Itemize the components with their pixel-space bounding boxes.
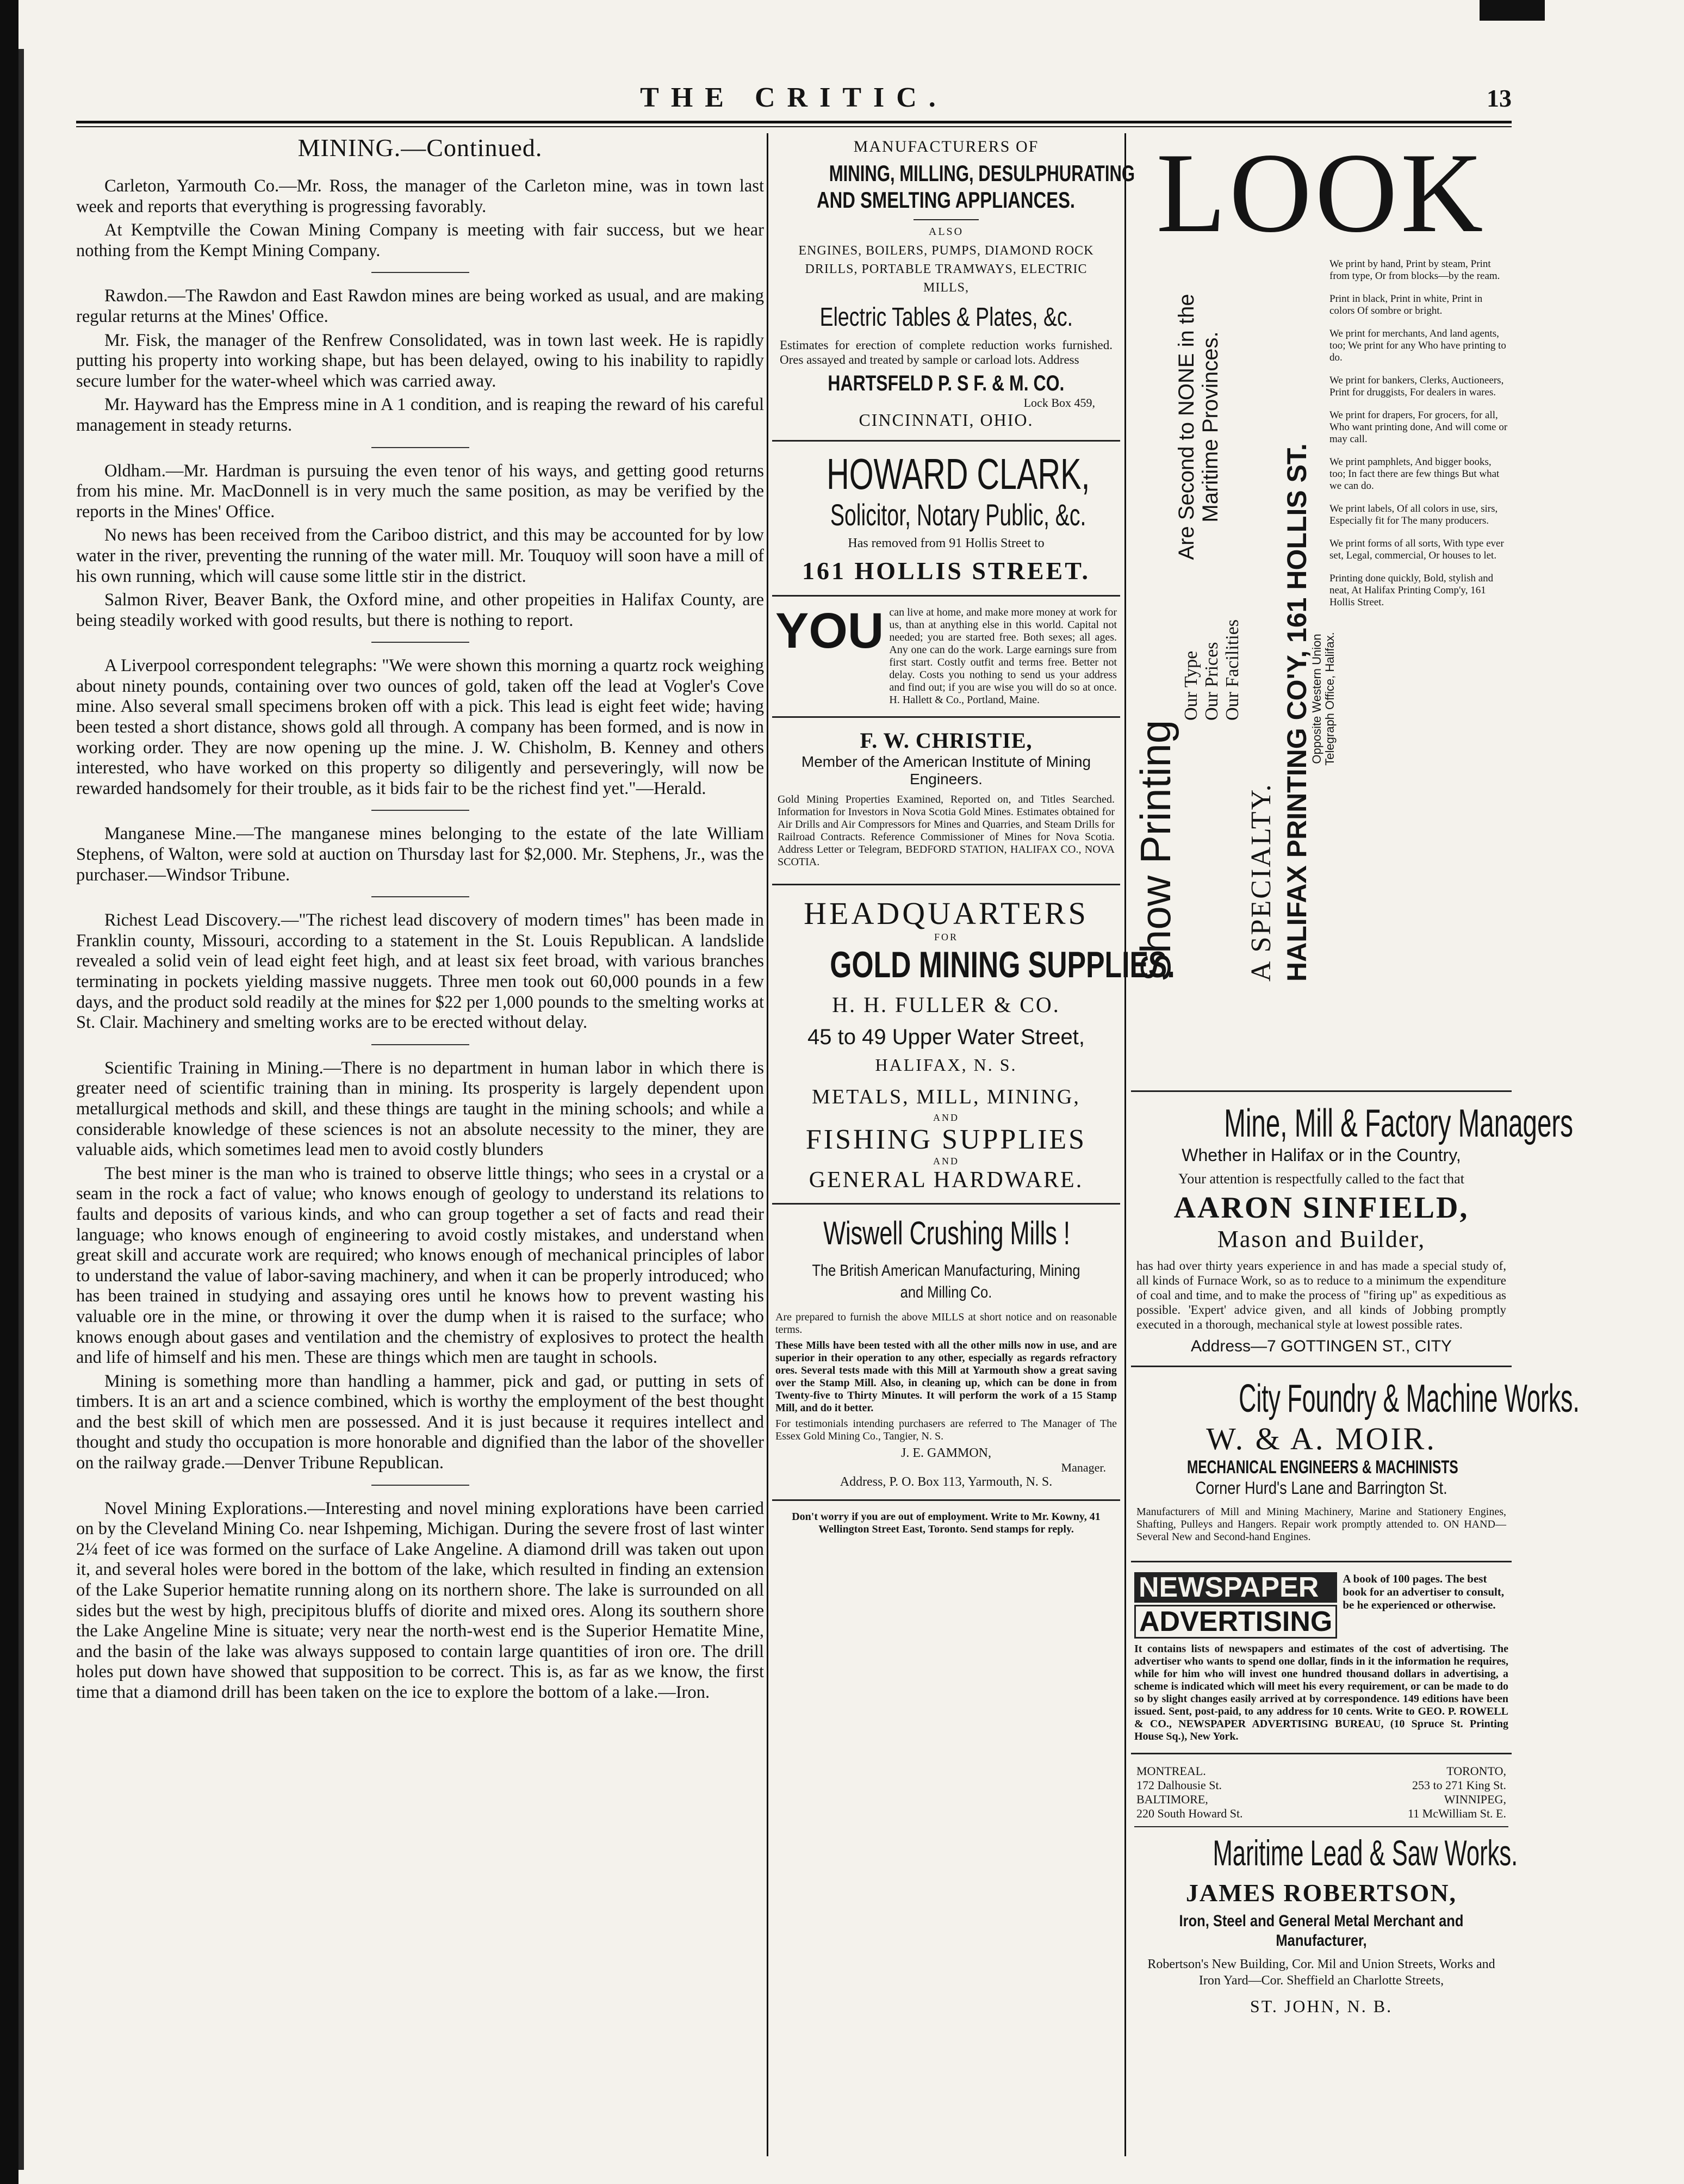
ad-divider [1131, 1090, 1512, 1092]
page-header [76, 82, 1512, 114]
ad-body: These Mills have been tested with all the other mills now in use, and are superior in their operation to any other, especially as regards refractory ores. Several tests made with this Mill at Yarmouth show a great saving over the Stamp Mill. Also, in cleaning up, which can be done in from Twenty-five to Thirty Minutes. It will perform the work of a 15 Stamp Mill, and do it better. [775, 1339, 1117, 1414]
paragraph: A Liverpool correspondent telegraphs: "We were shown this morning a quartz rock weighing about ninety pounds, containing over two ounces of gold, taken off the lead at Vogler's Cove mine. Also several small specimens broken off with a pick. This lead is eight feet wide; having been tested a short distance, shows gold all through. A company has been formed, and is now in working order. They are now opening up the mine. J. W. Chisholm, B. Kenney and others interested, who have worked on this property so diligently and perseveringly, will now be rewarded handsomely for their trouble, as it bids fair to be the richest find yet."—Herald. [76, 656, 764, 798]
print-list [1329, 258, 1509, 619]
separator [371, 642, 469, 643]
paragraph: Rawdon.—The Rawdon and East Rawdon mines are being worked as usual, and are making regular returns at the Mines' Office. [76, 286, 764, 326]
ad-body: Robertson's New Building, Cor. Mil and Union Streets, Works and Iron Yard—Cor. Sheffield an Charlotte Streets, [1147, 1957, 1495, 1988]
paragraph: Mr. Fisk, the manager of the Renfrew Consolidated, was in town last week. He is rapidly putting his property into working shape, but has been delayed, owing to his inability to rapidly secure lumber for the water-wheel which was carried away. [76, 330, 764, 391]
page-number: 13 [1487, 84, 1512, 112]
ad-body: It contains lists of newspapers and estimates of the cost of advertising. The advertiser who wants to spend one dollar, finds in it the information he requires, while for him who will invest one hundred thousand dollars in advertising, a scheme is indicated which will meet his every requirement, or can be made to do so by slight changes easily arrived at by correspondence. 149 editions have been issued. Sent, post-paid, to any address for 10 cents. Write to GEO. P. ROWELL & CO., NEWSPAPER ADVERTISING BUREAU, (10 Spruce St. Printing House Sq.), New York. [1134, 1643, 1508, 1742]
paragraph: Mining is something more than handling a hammer, pick and gad, or putting in sets of timbers. It is an art and a science combined, which is worthy the employment of the best thought and the best skill of which men are possessed. And it is just because it requires intellect and thought and study tho occupation is more honorable and dignified than the labor of the shoveller on the railway grade.—Denver Tribune Republican. [76, 1371, 764, 1473]
separator [371, 1485, 469, 1486]
ad-headline: LOOK [1156, 130, 1487, 256]
list-item: Print in black, Print in white, Print in colors Of sombre or bright. [1329, 293, 1483, 317]
ad-body: Are prepared to furnish the above MILLS at short notice and on reasonable terms. [775, 1311, 1117, 1336]
vertical-text: A SPECIALTY. [1246, 783, 1277, 982]
vertical-text: Our Type [1181, 650, 1201, 721]
vertical-text: Our Facilities [1222, 619, 1242, 721]
list-item: We print by hand, Print by steam, Print from type, Or from blocks—by the ream. [1329, 258, 1500, 282]
ad-address: ST. JOHN, N. B. [1250, 1996, 1393, 2016]
vertical-text: Opposite Western Union Telegraph Office, Halifax. [1310, 632, 1337, 766]
ad-headline: AARON SINFIELD, [1173, 1191, 1469, 1225]
ad-divider [1131, 1366, 1512, 1367]
paragraph: Richest Lead Discovery.—"The richest lead discovery of modern times" has been made in Franklin county, Missouri, according to a statement in the St. Louis Republican. A landslide revealed a solid vein of lead eight feet high, and at least six feet broad, with various branches terminating in pockets yielding massive nuggets. Three men took out 60,000 pounds in a few days, and the product sold readily at the mines for $22 per 1,000 pounds to the smelting works at St. Clair. Machinery and smelting works are to be erected without delay. [76, 910, 764, 1033]
page-binding-edge [0, 0, 18, 2184]
vertical-text: Our Prices [1202, 642, 1222, 721]
kowny-ad: Don't worry if you are out of employment. Write to Mr. Kowny, 41 Wellington Street East, Toronto. Send stamps for reply. [792, 1511, 1101, 1535]
ad-firm: W. & A. MOIR. [1206, 1421, 1437, 1456]
ad-line: AND [933, 1156, 959, 1167]
ad-firm: JAMES ROBERTSON, [1185, 1879, 1457, 1907]
branch-city: BALTIMORE, [1136, 1792, 1208, 1806]
paragraph: Salmon River, Beaver Bank, the Oxford mine, and other propeities in Halifax County, are being steadily worked with good results, but there is nothing to report. [76, 590, 764, 630]
ad-subhead: MECHANICAL ENGINEERS & MACHINISTS [1186, 1457, 1458, 1478]
ad-body: Manufacturers of Mill and Mining Machinery, Marine and Stationery Engines, Shafting, Pulleys and Hangers. Repair work promptly attended to. ON HAND—Several New and Second-hand Engines. [1136, 1506, 1506, 1543]
separator [371, 272, 469, 273]
ad-headline: MINING, MILLING, DESULPHURATING [829, 160, 1135, 186]
advertising-logo: ADVERTISING [1134, 1605, 1337, 1639]
list-item: We print pamphlets, And bigger books, too; In fact there are few things But what we can do. [1329, 456, 1500, 492]
header-rule-thin [76, 126, 1512, 127]
mining-title: MINING.—Continued. [297, 134, 543, 162]
separator [914, 219, 979, 220]
ad-line: GENERAL HARDWARE. [809, 1168, 1084, 1193]
paragraph: Mr. Hayward has the Empress mine in A 1 condition, and is reaping the reward of his careful management in steady returns. [76, 395, 764, 435]
ad-headline: HOWARD CLARK, [827, 450, 1090, 498]
branch-address: 172 Dalhousie St. [1136, 1778, 1222, 1792]
separator [371, 447, 469, 448]
sinfield-ad [1131, 1097, 1573, 1360]
ad-headline: Maritime Lead & Saw Works. [1213, 1833, 1518, 1873]
vertical-text: HALIFAX PRINTING CO'Y, 161 HOLLIS ST. [1282, 443, 1312, 982]
branch-city: WINNIPEG, [1444, 1792, 1506, 1806]
list-item: We print forms of all sorts, With type ever set, Legal, commercial, Or houses to let. [1329, 538, 1504, 561]
vertical-text: Are Second to NONE in the Maritime Provinces. [1175, 294, 1222, 560]
separator [371, 1044, 469, 1045]
christie-ad [772, 723, 1120, 878]
column-divider-2 [1124, 133, 1126, 2156]
ad-headline: City Foundry & Machine Works. [1239, 1377, 1580, 1420]
moir-ad [1131, 1373, 1580, 1555]
page-corner-mark [1480, 0, 1545, 21]
ad-firm: H. H. FULLER & CO. [832, 992, 1060, 1017]
list-item: We print for bankers, Clerks, Auctioneers, Print for druggists, For dealers in wares. [1329, 375, 1504, 398]
ad-line: HALIFAX, N. S. [875, 1055, 1017, 1075]
ad-subhead: Whether in Halifax or in the Country, [1182, 1145, 1461, 1165]
page-binding-shadow [18, 49, 24, 2170]
ad-headline: Electric Tables & Plates, &c. [819, 303, 1073, 332]
ad-line: MANUFACTURERS OF [853, 138, 1039, 156]
ad-headline: AND SMELTING APPLIANCES. [817, 187, 1076, 213]
branch-address: 11 McWilliam St. E. [1407, 1807, 1506, 1820]
ad-address: Address, P. O. Box 113, Yarmouth, N. S. [840, 1475, 1053, 1489]
paragraph: Scientific Training in Mining.—There is no department in human labor in which there is greater need of scientific training than in mining. Its prosperity is largely dependent upon metallurgical methods and skill, and these things are taught in the mining schools; and while a considerable knowledge of these sciences is not an absolute necessity to the miner, they are valuable aids, which sometimes lead men to avoid costly blunders [76, 1058, 764, 1160]
robertson-ad [1131, 1760, 1518, 2021]
ad-divider [1134, 1826, 1508, 1827]
wiswell-ad [772, 1210, 1120, 1494]
ad-divider [1131, 1753, 1512, 1754]
paragraph: Manganese Mine.—The manganese mines belonging to the estate of the late William Stephens, of Walton, were sold at auction on Thursday last for $2,000. Mr. Stephens, Jr., was the purchaser.—Windsor Tribune. [76, 824, 764, 885]
ad-divider [772, 1203, 1120, 1205]
ad-line: Lock Box 459, [1023, 396, 1095, 409]
ad-divider [772, 884, 1120, 885]
ad-divider [1131, 1561, 1512, 1562]
ad-subhead: Iron, Steel and General Metal Merchant and Manufacturer, [1179, 1912, 1464, 1950]
paragraph: Oldham.—Mr. Hardman is pursuing the even tenor of his ways, and getting good returns from his mine. Mr. MacDonnell is in very much the same position, as may be verified by the reports in the Mines' Office. [76, 461, 764, 522]
ad-divider [772, 440, 1120, 442]
paragraph: Novel Mining Explorations.—Interesting and novel mining explorations have been carried on by the Cleveland Mining Co. near Ishpeming, Michigan. During the severe frost of last winter 2¼ feet of ice was formed on the surface of Lake Angeline. A diamond drill was taken out upon it, and several holes were bored in the bottom of the lake, which resulted in finding an extension of the Lake Superior hematite running along on its northern shore. The lake is surrounded on all sides but the west by high, precipitous bluffs of diorite and mixed ores. Along its southern shore the Lake Angeline Mine is situate; very near the north-west end is the Superior Hematite Mine, and the basin of the lake was always supposed to contain large quantities of iron ore. The drill holes put down have showed that supposition to be correct. This is, as far as we know, the first time that a diamond drill has been taken on the ice to explore the bottom of a lake.—Iron. [76, 1498, 764, 1702]
look-ad [1131, 130, 1512, 1085]
branch-address: 220 South Howard St. [1136, 1807, 1243, 1820]
branch-city: MONTREAL. [1136, 1764, 1206, 1778]
ad-line: ALSO [928, 226, 964, 238]
vertical-text: Show Printing [1132, 719, 1179, 982]
paragraph: No news has been received from the Cariboo district, and this may be accounted for by low water in the river, preventing the running of the water mill. Mr. Touquoy will soon have a mill of his own running, which will cause some little stir in the district. [76, 525, 764, 586]
fuller-ad [772, 891, 1175, 1198]
ad-subhead: Member of the American Institute of Mining Engineers. [801, 753, 1091, 787]
separator [371, 810, 469, 811]
clark-ad [772, 447, 1120, 590]
hartsfeld-ad [772, 133, 1135, 435]
ad-line: Manager. [1061, 1461, 1106, 1474]
ad-headline: YOU [775, 603, 884, 659]
ad-body: Estimates for erection of complete reduction works furnished. Ores assayed and treated by sample or carload lots. Address [780, 338, 1113, 367]
column-divider-1 [767, 133, 768, 2156]
list-item: Printing done quickly, Bold, stylish and neat, At Halifax Printing Comp'y, 161 Hollis Street. [1329, 573, 1494, 608]
right-ad-column [1131, 130, 1580, 2156]
ad-line: CINCINNATI, OHIO. [859, 410, 1034, 430]
newspaper-logo: NEWSPAPER [1134, 1572, 1337, 1603]
header-rule [76, 121, 1512, 123]
ad-headline: GOLD MINING SUPPLIES. [830, 944, 1175, 985]
ad-line: AND [933, 1112, 959, 1123]
ad-address: 161 HOLLIS STREET. [801, 557, 1091, 585]
ad-firm: HARTSFELD P. S F. & M. CO. [828, 371, 1065, 395]
ad-line: 45 to 49 Upper Water Street, [807, 1025, 1085, 1049]
ad-divider [772, 595, 1120, 597]
branch-address: 253 to 271 King St. [1412, 1778, 1506, 1792]
ad-headline: Mine, Mill & Factory Managers [1224, 1102, 1573, 1145]
mining-column [76, 133, 764, 2156]
ad-line: FISHING SUPPLIES [805, 1124, 1087, 1155]
ad-body: Gold Mining Properties Examined, Reported on, and Titles Searched. Information for Investors in Nova Scotia Gold Mines. Estimates obtained for Air Drills and Air Compressors for Mines and Quarries, and Steam Drills for Railroad Contracts. Reference Commissioner of Mines for Nova Scotia. Address Letter or Telegram, BEDFORD STATION, HALIFAX CO., NOVA SCOTIA. [778, 793, 1115, 868]
ad-line: Corner Hurd's Lane and Barrington St. [1195, 1478, 1447, 1498]
ad-signer: J. E. GAMMON, [900, 1446, 991, 1460]
ad-body: For testimonials intending purchasers are referred to The Manager of The Essex Gold Mining Co., Tangier, N. S. [775, 1418, 1117, 1442]
paragraph: Carleton, Yarmouth Co.—Mr. Ross, the manager of the Carleton mine, was in town last week and reports that everything is progressing favorably. [76, 176, 764, 216]
you-ad [772, 602, 1120, 711]
separator [371, 896, 469, 897]
ad-line: Has removed from 91 Hollis Street to [848, 536, 1045, 550]
ad-subhead: Solicitor, Notary Public, &c. [830, 498, 1086, 532]
ad-line: FOR [934, 932, 958, 942]
ad-subhead: Mason and Builder, [1217, 1226, 1426, 1252]
ad-body: can live at home, and make more money at work for us, than at anything else in this world. Capital not needed; you are started free. Both sexes; all ages. Any one can do the work. Large earnings sure from first start. Costly outfit and terms free. Better not delay. Costs you nothing to send us your address and find out; if you are wise you will do so at once. H. Hallett & Co., Portland, Maine. [889, 606, 1117, 706]
ad-headline: Wiswell Crushing Mills ! [823, 1215, 1070, 1251]
ad-divider [772, 1499, 1120, 1501]
branch-city: TORONTO, [1446, 1764, 1506, 1778]
ad-line: METALS, MILL, MINING, [812, 1085, 1080, 1108]
paragraph: The best miner is the man who is trained to observe little things; who sees in a crystal or a seam in the rock a fact of value; who knows enough of geology to understand its relations to faults and deposits of various kinds, and who can group together a set of facts and read their language; who knows enough of engineering to avoid costly mistakes, and understand when great skill and accurate work are required; who knows enough of mechanical principles of labor to understand the value of labor-saving machinery, and when it can be properly introduced; who has been trained in studying and assaying ores until he knows how to prevent wasting his valuable ore in the mine, or throwing it over the dump when it is raised to the surface; who knows enough about gases and ventilation and the chemistry of explosives to protect the health and life of himself and his men. These are things which men are taught in schools. [76, 1163, 764, 1368]
ad-divider [772, 716, 1120, 718]
list-item: We print for drapers, For grocers, for all, Who want printing done, And will come or may call. [1329, 409, 1508, 445]
ad-body: A book of 100 pages. The best book for an advertiser to consult, be he experienced or otherwise. [1343, 1572, 1505, 1611]
ad-subhead: The British American Manufacturing, Mining and Milling Co. [812, 1262, 1080, 1301]
ad-line: ENGINES, BOILERS, PUMPS, DIAMOND ROCK DRILLS, PORTABLE TRAMWAYS, ELECTRIC MILLS, [798, 244, 1094, 295]
ad-address: Address—7 GOTTINGEN ST., CITY [1190, 1337, 1452, 1355]
list-item: We print for merchants, And land agents, too; We print for any Who have printing to do. [1329, 328, 1506, 363]
ad-body: has had over thirty years experience in and has made a special study of, all kinds of Furnace Work, so as to reduce to a minimum the expenditure of coal and time, and to make the process of "firing up" as expeditious as possible. 'Expert' advice given, and all kinds of Jobbing promptly executed in a thorough, mechanical style at lowest possible rates. [1136, 1259, 1506, 1331]
newspaper-ad [1131, 1568, 1512, 1747]
masthead: THE CRITIC. [640, 82, 948, 113]
paragraph: At Kemptville the Cowan Mining Company is meeting with fair success, but we hear nothing from the Kempt Mining Company. [76, 220, 764, 260]
branch-row [1134, 1764, 1508, 1821]
ad-headline: F. W. CHRISTIE, [860, 728, 1033, 753]
ad-line: Your attention is respectfully called to the fact that [1178, 1171, 1464, 1187]
list-item: We print labels, Of all colors in use, sirs, Especially fit for The many producers. [1329, 503, 1498, 526]
ad-headline: HEADQUARTERS [804, 896, 1089, 931]
